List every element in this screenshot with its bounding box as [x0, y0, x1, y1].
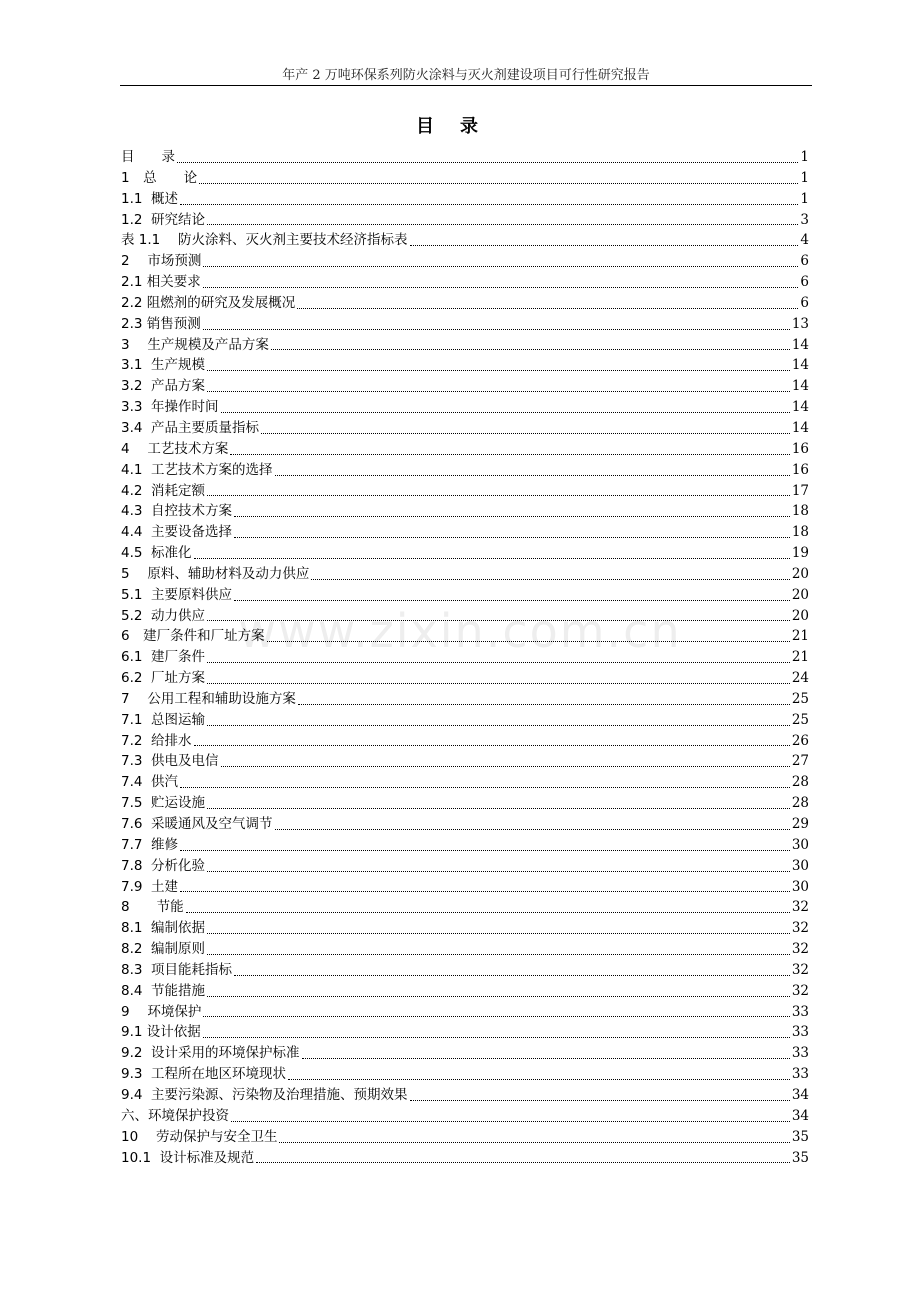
toc-entry-label: 7.4 供汽 — [121, 774, 179, 791]
toc-entry[interactable] — [121, 606, 809, 627]
toc-entry-label: 7 公用工程和辅助设施方案 — [121, 690, 296, 707]
toc-entry-page: 3 — [800, 211, 809, 228]
toc-entry-page: 33 — [791, 1003, 809, 1020]
toc-entry[interactable] — [121, 251, 809, 272]
toc-entry-page: 17 — [791, 482, 809, 499]
toc-entry-page: 24 — [791, 670, 809, 687]
toc-entry-page: 30 — [791, 836, 809, 853]
toc-dot-leader — [207, 933, 790, 934]
toc-entry-label: 3.1 生产规模 — [121, 357, 206, 374]
toc-entry-page: 14 — [791, 336, 809, 353]
toc-entry-page: 19 — [791, 545, 809, 562]
toc-entry-label: 8.3 项目能耗指标 — [121, 961, 233, 978]
toc-entry-page: 30 — [791, 878, 809, 895]
toc-entry[interactable] — [121, 481, 809, 502]
toc-dot-leader — [207, 954, 790, 955]
toc-dot-leader — [203, 287, 799, 288]
toc-entry-label: 7.9 土建 — [121, 878, 179, 895]
toc-dot-leader — [207, 662, 790, 663]
toc-entry-page: 14 — [791, 399, 809, 416]
toc-entry-page: 26 — [791, 732, 809, 749]
toc-dot-leader — [194, 745, 790, 746]
toc-dot-leader — [275, 475, 790, 476]
toc-entry[interactable] — [121, 939, 809, 960]
toc-dot-leader — [231, 1121, 790, 1122]
toc-dot-leader — [207, 370, 790, 371]
toc-entry[interactable] — [121, 731, 809, 752]
toc-entry-page: 33 — [791, 1045, 809, 1062]
toc-entry[interactable] — [121, 772, 809, 793]
toc-entry-page: 6 — [800, 253, 809, 270]
table-of-contents — [121, 147, 809, 1168]
toc-dot-leader — [261, 433, 790, 434]
toc-entry[interactable] — [121, 147, 809, 168]
toc-entry-page: 18 — [791, 524, 809, 541]
toc-entry-label: 3.4 产品主要质量指标 — [121, 419, 260, 436]
toc-entry-label: 10.1 设计标准及规范 — [121, 1149, 255, 1166]
toc-entry-page: 14 — [791, 357, 809, 374]
toc-dot-leader — [288, 1079, 790, 1080]
toc-entry-page: 32 — [791, 941, 809, 958]
toc-entry[interactable] — [121, 981, 809, 1002]
toc-entry-label: 5.2 动力供应 — [121, 607, 206, 624]
toc-entry-page: 4 — [800, 232, 809, 249]
toc-dot-leader — [271, 349, 790, 350]
toc-entry-page: 35 — [791, 1128, 809, 1145]
toc-entry[interactable] — [121, 626, 809, 647]
toc-dot-leader — [234, 516, 790, 517]
toc-entry[interactable] — [121, 1127, 809, 1148]
toc-entry[interactable] — [121, 897, 809, 918]
toc-entry-page: 34 — [791, 1107, 809, 1124]
toc-entry[interactable] — [121, 710, 809, 731]
toc-entry-page: 16 — [791, 461, 809, 478]
toc-entry-label: 7.8 分析化验 — [121, 857, 206, 874]
toc-entry-label: 7.5 贮运设施 — [121, 795, 206, 812]
toc-entry[interactable] — [121, 522, 809, 543]
toc-entry-label: 9 环境保护 — [121, 1003, 202, 1020]
toc-dot-leader — [203, 1037, 790, 1038]
toc-entry-label: 目 录 — [121, 149, 175, 165]
toc-dot-leader — [207, 495, 790, 496]
watermark: www.zixin.com.cn — [238, 604, 682, 658]
toc-entry[interactable] — [121, 272, 809, 293]
toc-entry[interactable] — [121, 168, 809, 189]
toc-entry-label: 7.1 总图运输 — [121, 711, 206, 728]
toc-entry[interactable] — [121, 1002, 809, 1023]
toc-entry[interactable] — [121, 689, 809, 710]
toc-dot-leader — [177, 162, 798, 163]
toc-entry-page: 28 — [791, 795, 809, 812]
toc-entry-label: 4 工艺技术方案 — [121, 440, 229, 457]
toc-dot-leader — [207, 808, 790, 809]
toc-entry[interactable] — [121, 960, 809, 981]
toc-entry-page: 27 — [791, 753, 809, 770]
toc-dot-leader — [207, 683, 790, 684]
toc-dot-leader — [207, 391, 790, 392]
toc-dot-leader — [180, 891, 790, 892]
toc-entry-page: 32 — [791, 899, 809, 916]
toc-entry[interactable] — [121, 376, 809, 397]
toc-entry[interactable] — [121, 397, 809, 418]
toc-entry-page: 32 — [791, 920, 809, 937]
toc-entry-page: 30 — [791, 857, 809, 874]
toc-dot-leader — [180, 850, 790, 851]
toc-entry-page: 21 — [791, 628, 809, 645]
toc-entry-page: 28 — [791, 774, 809, 791]
toc-dot-leader — [275, 829, 790, 830]
toc-entry-label: 2.1 相关要求 — [121, 274, 201, 291]
toc-entry[interactable] — [121, 1106, 809, 1127]
toc-entry-label: 6.1 建厂条件 — [121, 649, 206, 666]
toc-dot-leader — [267, 641, 790, 642]
toc-entry[interactable] — [121, 835, 809, 856]
toc-entry-label: 10 劳动保护与安全卫生 — [121, 1128, 278, 1145]
toc-dot-leader — [194, 558, 790, 559]
toc-dot-leader — [186, 912, 790, 913]
toc-entry-label: 7.6 采暖通风及空气调节 — [121, 816, 273, 832]
toc-entry-label: 4.4 主要设备选择 — [121, 524, 233, 541]
toc-dot-leader — [203, 1016, 789, 1017]
toc-dot-leader — [298, 704, 790, 705]
toc-entry[interactable] — [121, 210, 809, 231]
toc-entry-label: 5 原料、辅助材料及动力供应 — [121, 565, 310, 582]
toc-dot-leader — [410, 245, 799, 246]
toc-entry-page: 6 — [800, 274, 809, 291]
toc-entry[interactable] — [121, 668, 809, 689]
toc-entry[interactable] — [121, 460, 809, 481]
toc-entry-page: 32 — [791, 982, 809, 999]
toc-dot-leader — [234, 600, 790, 601]
toc-entry-page: 33 — [791, 1066, 809, 1083]
toc-entry[interactable] — [121, 751, 809, 772]
toc-entry[interactable] — [121, 564, 809, 585]
toc-entry-page: 32 — [791, 961, 809, 978]
toc-dot-leader — [221, 766, 790, 767]
toc-entry[interactable] — [121, 814, 809, 835]
toc-entry-label: 3.2 产品方案 — [121, 378, 206, 395]
toc-dot-leader — [207, 725, 790, 726]
toc-dot-leader — [302, 1058, 790, 1059]
toc-entry[interactable] — [121, 418, 809, 439]
toc-entry-label: 4.3 自控技术方案 — [121, 503, 233, 520]
toc-entry-label: 4.1 工艺技术方案的选择 — [121, 461, 273, 478]
toc-entry[interactable] — [121, 856, 809, 877]
toc-entry-page: 34 — [791, 1086, 809, 1103]
toc-entry-label: 7.2 给排水 — [121, 732, 192, 749]
toc-entry-label: 9.1 设计依据 — [121, 1024, 201, 1041]
toc-entry[interactable] — [121, 293, 809, 314]
toc-entry-page: 20 — [791, 586, 809, 603]
toc-entry-label: 9.4 主要污染源、污染物及治理措施、预期效果 — [121, 1086, 408, 1103]
toc-entry[interactable] — [121, 1022, 809, 1043]
toc-title: 目录 — [416, 116, 504, 137]
toc-entry[interactable] — [121, 314, 809, 335]
toc-entry[interactable] — [121, 1148, 809, 1169]
toc-entry[interactable] — [121, 793, 809, 814]
toc-dot-leader — [279, 1142, 789, 1143]
toc-entry-label: 1.2 研究结论 — [121, 211, 206, 228]
toc-entry-page: 6 — [800, 294, 809, 311]
toc-entry-page: 20 — [791, 565, 809, 582]
toc-entry-label: 1.1 概述 — [121, 190, 179, 207]
toc-entry-label: 6.2 厂址方案 — [121, 670, 206, 687]
toc-entry-label: 8.2 编制原则 — [121, 941, 206, 958]
header-rule — [120, 85, 812, 86]
toc-dot-leader — [207, 224, 798, 225]
toc-entry-label: 6 建厂条件和厂址方案 — [121, 628, 265, 645]
toc-entry-label: 4.2 消耗定额 — [121, 482, 206, 499]
toc-entry-label: 3.3 年操作时间 — [121, 399, 219, 416]
toc-dot-leader — [221, 412, 790, 413]
toc-entry-page: 29 — [791, 816, 809, 832]
toc-entry[interactable] — [121, 355, 809, 376]
toc-dot-leader — [180, 787, 790, 788]
toc-entry[interactable] — [121, 230, 809, 251]
toc-entry[interactable] — [121, 1043, 809, 1064]
toc-dot-leader — [203, 266, 798, 267]
toc-entry-label: 8.1 编制依据 — [121, 920, 206, 937]
toc-entry[interactable] — [121, 543, 809, 564]
page-header: 年产 2 万吨环保系列防火涂料与灭火剂建设项目可行性研究报告 — [282, 68, 650, 83]
toc-entry-label: 2.2 阻燃剂的研究及发展概况 — [121, 294, 296, 311]
toc-entry[interactable] — [121, 501, 809, 522]
toc-entry-label: 1 总 论 — [121, 169, 198, 186]
toc-entry-label: 六、环境保护投资 — [121, 1107, 229, 1124]
toc-entry-page: 13 — [791, 315, 809, 332]
toc-dot-leader — [234, 975, 790, 976]
toc-dot-leader — [207, 620, 790, 621]
toc-entry-page: 33 — [791, 1024, 809, 1041]
toc-entry-label: 7.3 供电及电信 — [121, 753, 219, 770]
toc-dot-leader — [410, 1100, 790, 1101]
toc-entry-page: 1 — [800, 190, 809, 207]
toc-entry[interactable] — [121, 1064, 809, 1085]
toc-entry-page: 25 — [791, 711, 809, 728]
toc-entry-page: 14 — [791, 419, 809, 436]
toc-entry-page: 25 — [791, 690, 809, 707]
toc-dot-leader — [199, 183, 798, 184]
toc-dot-leader — [230, 454, 789, 455]
toc-entry-page: 1 — [800, 149, 809, 165]
toc-entry-page: 18 — [791, 503, 809, 520]
toc-dot-leader — [180, 204, 798, 205]
toc-entry[interactable] — [121, 918, 809, 939]
toc-entry-label: 9.2 设计采用的环境保护标准 — [121, 1045, 300, 1062]
toc-dot-leader — [297, 308, 798, 309]
toc-dot-leader — [207, 871, 790, 872]
toc-entry-page: 16 — [791, 440, 809, 457]
toc-entry-label: 8 节能 — [121, 899, 184, 916]
toc-entry-label: 3 生产规模及产品方案 — [121, 336, 269, 353]
toc-entry-page: 21 — [791, 649, 809, 666]
toc-entry[interactable] — [121, 1085, 809, 1106]
toc-entry-page: 14 — [791, 378, 809, 395]
toc-dot-leader — [234, 537, 790, 538]
toc-entry-page: 35 — [791, 1149, 809, 1166]
toc-entry-label: 8.4 节能措施 — [121, 982, 206, 999]
toc-entry-page: 1 — [800, 169, 809, 186]
toc-entry[interactable] — [121, 877, 809, 898]
toc-entry-label: 表 1.1 防火涂料、灭火剂主要技术经济指标表 — [121, 232, 408, 249]
toc-entry-label: 9.3 工程所在地区环境现状 — [121, 1066, 287, 1083]
toc-dot-leader — [207, 996, 790, 997]
toc-entry[interactable] — [121, 189, 809, 210]
toc-entry-label: 2 市场预测 — [121, 253, 202, 270]
toc-entry[interactable] — [121, 335, 809, 356]
toc-entry-label: 2.3 销售预测 — [121, 315, 201, 332]
toc-entry-label: 5.1 主要原料供应 — [121, 586, 233, 603]
toc-entry-label: 7.7 维修 — [121, 836, 179, 853]
toc-entry-page: 20 — [791, 607, 809, 624]
toc-entry-label: 4.5 标准化 — [121, 545, 192, 562]
toc-dot-leader — [256, 1162, 790, 1163]
toc-entry[interactable] — [121, 647, 809, 668]
toc-dot-leader — [311, 579, 789, 580]
toc-entry[interactable] — [121, 439, 809, 460]
toc-entry[interactable] — [121, 585, 809, 606]
toc-dot-leader — [203, 329, 790, 330]
